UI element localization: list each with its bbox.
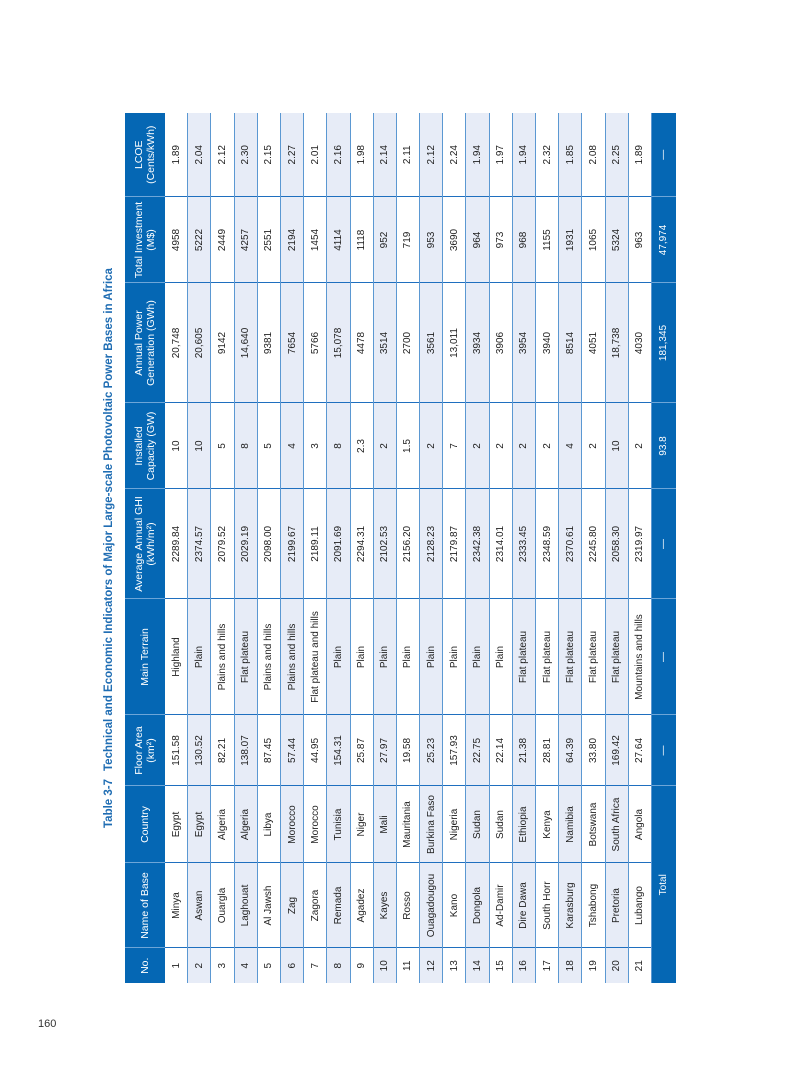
total-terrain: — [651,599,676,715]
cell-annual-generation: 8514 [559,283,582,403]
cell-installed-capacity: 2 [373,403,396,489]
cell-floor-area: 22.75 [466,715,489,786]
cell-avg-annual-ghi: 2374.57 [188,489,211,599]
cell-lcoe: 1.94 [512,113,535,197]
cell-floor-area: 27.97 [373,715,396,786]
cell-name-of-base: Kano [443,863,466,948]
header-annual-generation [125,283,165,403]
cell-annual-generation: 9381 [257,283,280,403]
total-lcoe: — [651,113,676,197]
cell-country: Burkina Faso [420,786,443,863]
cell-name-of-base: Aswan [188,863,211,948]
cell-floor-area: 25.23 [420,715,443,786]
cell-total-investment: 952 [373,197,396,283]
cell-main-terrain: Plain [489,599,512,715]
cell-floor-area: 44.95 [304,715,327,786]
cell-country: Sudan [466,786,489,863]
cell-main-terrain: Plain [350,599,373,715]
table-title [98,113,122,983]
total-label: Total [651,786,676,983]
cell-total-investment: 5222 [188,197,211,283]
cell-floor-area: 138.07 [234,715,257,786]
cell-annual-generation: 5766 [304,283,327,403]
cell-no: 5 [257,948,280,983]
cell-lcoe: 2.12 [420,113,443,197]
cell-floor-area: 33.80 [582,715,605,786]
cell-main-terrain: Flat plateau [536,599,559,715]
cell-installed-capacity: 2 [536,403,559,489]
cell-annual-generation: 4051 [582,283,605,403]
table-row [559,113,582,983]
cell-installed-capacity: 2.3 [350,403,373,489]
cell-main-terrain: Highland [165,599,188,715]
cell-floor-area: 154.31 [327,715,350,786]
cell-floor-area: 28.81 [536,715,559,786]
cell-annual-generation: 4478 [350,283,373,403]
cell-name-of-base: Lubango [628,863,651,948]
cell-no: 2 [188,948,211,983]
cell-floor-area: 22.14 [489,715,512,786]
cell-avg-annual-ghi: 2333.45 [512,489,535,599]
table-label: Table 3-7 [103,778,115,828]
cell-installed-capacity: 8 [234,403,257,489]
cell-total-investment: 719 [396,197,419,283]
table-row [396,113,419,983]
total-floor-area: — [651,715,676,786]
cell-total-investment: 963 [628,197,651,283]
cell-no: 9 [350,948,373,983]
cell-name-of-base: South Horr [536,863,559,948]
cell-country: Egypt [165,786,188,863]
cell-main-terrain: Plains and hills [257,599,280,715]
cell-installed-capacity: 2 [420,403,443,489]
total-generation: 181,345 [651,283,676,403]
cell-total-investment: 1118 [350,197,373,283]
cell-name-of-base: Dongola [466,863,489,948]
cell-no: 17 [536,948,559,983]
cell-annual-generation: 15,078 [327,283,350,403]
cell-installed-capacity: 4 [559,403,582,489]
cell-name-of-base: Tshabong [582,863,605,948]
cell-main-terrain: Plain [188,599,211,715]
cell-lcoe: 2.08 [582,113,605,197]
cell-lcoe: 2.04 [188,113,211,197]
cell-country: Nigeria [443,786,466,863]
header-no [125,948,165,983]
header-row [125,113,165,983]
cell-floor-area: 19.58 [396,715,419,786]
cell-country: Libya [257,786,280,863]
cell-no: 13 [443,948,466,983]
cell-main-terrain: Plain [327,599,350,715]
cell-avg-annual-ghi: 2102.53 [373,489,396,599]
header-subtext: Generation (GWh) [145,300,157,386]
cell-no: 12 [420,948,443,983]
cell-name-of-base: Ad-Damir [489,863,512,948]
cell-annual-generation: 14,640 [234,283,257,403]
cell-annual-generation: 3561 [420,283,443,403]
cell-avg-annual-ghi: 2314.01 [489,489,512,599]
cell-no: 10 [373,948,396,983]
table-row [582,113,605,983]
cell-annual-generation: 4030 [628,283,651,403]
table-row [512,113,535,983]
cell-no: 16 [512,948,535,983]
table-row [536,113,559,983]
cell-main-terrain: Flat plateau [234,599,257,715]
cell-total-investment: 2449 [211,197,234,283]
rotated-table-wrapper [98,113,676,983]
cell-name-of-base: Minya [165,863,188,948]
header-lcoe [125,113,165,197]
cell-name-of-base: Rosso [396,863,419,948]
cell-total-investment: 4257 [234,197,257,283]
table-row [489,113,512,983]
table-row [211,113,234,983]
cell-main-terrain: Plain [420,599,443,715]
cell-avg-annual-ghi: 2128.23 [420,489,443,599]
cell-total-investment: 5324 [605,197,628,283]
cell-installed-capacity: 1.5 [396,403,419,489]
cell-installed-capacity: 2 [512,403,535,489]
cell-name-of-base: Zagora [304,863,327,948]
cell-no: 21 [628,948,651,983]
cell-annual-generation: 3906 [489,283,512,403]
cell-name-of-base: Pretoria [605,863,628,948]
cell-main-terrain: Flat plateau [582,599,605,715]
header-text: Installed [133,426,145,466]
cell-avg-annual-ghi: 2179.87 [443,489,466,599]
cell-avg-annual-ghi: 2029.19 [234,489,257,599]
cell-lcoe: 2.25 [605,113,628,197]
cell-annual-generation: 20,605 [188,283,211,403]
cell-avg-annual-ghi: 2098.00 [257,489,280,599]
table-row [304,113,327,983]
cell-main-terrain: Flat plateau [605,599,628,715]
cell-avg-annual-ghi: 2319.97 [628,489,651,599]
cell-lcoe: 2.16 [327,113,350,197]
cell-lcoe: 2.11 [396,113,419,197]
cell-avg-annual-ghi: 2370.61 [559,489,582,599]
cell-installed-capacity: 10 [188,403,211,489]
cell-name-of-base: Ouagadougou [420,863,443,948]
cell-lcoe: 1.97 [489,113,512,197]
cell-lcoe: 1.89 [628,113,651,197]
header-text: Country [139,806,151,843]
cell-total-investment: 2194 [280,197,303,283]
cell-name-of-base: Ouargla [211,863,234,948]
cell-installed-capacity: 5 [257,403,280,489]
header-subtext: (M$) [145,229,157,251]
cell-installed-capacity: 8 [327,403,350,489]
cell-avg-annual-ghi: 2348.59 [536,489,559,599]
cell-annual-generation: 20,748 [165,283,188,403]
cell-total-investment: 1454 [304,197,327,283]
cell-lcoe: 2.32 [536,113,559,197]
cell-no: 6 [280,948,303,983]
cell-country: Namibia [559,786,582,863]
cell-installed-capacity: 3 [304,403,327,489]
table-row [188,113,211,983]
cell-floor-area: 27.64 [628,715,651,786]
table-row [373,113,396,983]
cell-country: Niger [350,786,373,863]
header-total-investment [125,197,165,283]
table-row [280,113,303,983]
cell-country: Algeria [234,786,257,863]
cell-lcoe: 2.30 [234,113,257,197]
cell-installed-capacity: 2 [489,403,512,489]
cell-name-of-base: Remada [327,863,350,948]
header-subtext: Capacity (GW) [145,411,157,481]
cell-total-investment: 3690 [443,197,466,283]
cell-installed-capacity: 2 [466,403,489,489]
header-text: Name of Base [139,872,151,939]
header-country [125,786,165,863]
total-capacity: 93.8 [651,403,676,489]
cell-floor-area: 82.21 [211,715,234,786]
cell-installed-capacity: 4 [280,403,303,489]
cell-main-terrain: Flat plateau and hills [304,599,327,715]
cell-avg-annual-ghi: 2289.84 [165,489,188,599]
header-subtext: (Cents/kWh) [145,125,157,184]
cell-annual-generation: 9142 [211,283,234,403]
cell-no: 4 [234,948,257,983]
cell-annual-generation: 3934 [466,283,489,403]
cell-country: South Africa [605,786,628,863]
cell-country: Ethiopia [512,786,535,863]
cell-annual-generation: 3954 [512,283,535,403]
cell-total-investment: 953 [420,197,443,283]
cell-lcoe: 2.15 [257,113,280,197]
cell-floor-area: 25.87 [350,715,373,786]
cell-lcoe: 1.85 [559,113,582,197]
cell-total-investment: 1155 [536,197,559,283]
table-row [466,113,489,983]
cell-country: Botswana [582,786,605,863]
cell-name-of-base: Al Jawsh [257,863,280,948]
cell-lcoe: 2.24 [443,113,466,197]
cell-lcoe: 1.94 [466,113,489,197]
cell-name-of-base: Laghouat [234,863,257,948]
cell-avg-annual-ghi: 2079.52 [211,489,234,599]
table-title-text: Technical and Economic Indicators of Major Large-scale Photovoltaic Power Bases in Africa [103,268,115,771]
cell-avg-annual-ghi: 2199.67 [280,489,303,599]
cell-installed-capacity: 2 [582,403,605,489]
cell-lcoe: 1.89 [165,113,188,197]
cell-floor-area: 21.38 [512,715,535,786]
cell-avg-annual-ghi: 2294.31 [350,489,373,599]
cell-installed-capacity: 2 [628,403,651,489]
cell-name-of-base: Dire Dawa [512,863,535,948]
cell-total-investment: 2551 [257,197,280,283]
cell-floor-area: 151.58 [165,715,188,786]
header-subtext: (kWh/m²) [145,522,157,566]
cell-country: Egypt [188,786,211,863]
cell-country: Sudan [489,786,512,863]
cell-floor-area: 64.39 [559,715,582,786]
cell-no: 15 [489,948,512,983]
cell-main-terrain: Plains and hills [211,599,234,715]
cell-total-investment: 4958 [165,197,188,283]
cell-country: Angola [628,786,651,863]
cell-country: Morocco [280,786,303,863]
cell-main-terrain: Flat plateau [512,599,535,715]
cell-country: Mali [373,786,396,863]
cell-name-of-base: Agadez [350,863,373,948]
header-text: Annual Power [133,310,145,376]
cell-total-investment: 973 [489,197,512,283]
cell-floor-area: 87.45 [257,715,280,786]
header-subtext: (km²) [145,738,157,763]
cell-main-terrain: Plain [443,599,466,715]
table-row [605,113,628,983]
table-row [350,113,373,983]
header-text: Total Investment [133,201,145,279]
cell-main-terrain: Plain [466,599,489,715]
header-floor-area [125,715,165,786]
cell-installed-capacity: 5 [211,403,234,489]
total-row [651,113,676,983]
total-ghi: — [651,489,676,599]
header-text: LCOE [133,140,145,170]
cell-main-terrain: Plain [396,599,419,715]
cell-avg-annual-ghi: 2342.38 [466,489,489,599]
page-number: 160 [38,1018,57,1030]
cell-no: 7 [304,948,327,983]
cell-annual-generation: 2700 [396,283,419,403]
cell-installed-capacity: 7 [443,403,466,489]
cell-main-terrain: Flat plateau [559,599,582,715]
cell-main-terrain: Plain [373,599,396,715]
cell-floor-area: 130.52 [188,715,211,786]
cell-total-investment: 1065 [582,197,605,283]
cell-country: Mauritania [396,786,419,863]
cell-country: Tunisia [327,786,350,863]
cell-lcoe: 2.27 [280,113,303,197]
cell-annual-generation: 7654 [280,283,303,403]
table-row [257,113,280,983]
cell-no: 20 [605,948,628,983]
cell-installed-capacity: 10 [605,403,628,489]
table-row [443,113,466,983]
header-main-terrain [125,599,165,715]
cell-name-of-base: Karasburg [559,863,582,948]
cell-avg-annual-ghi: 2058.30 [605,489,628,599]
header-text: Average Annual GHI [133,496,145,592]
cell-avg-annual-ghi: 2245.80 [582,489,605,599]
header-name-of-base [125,863,165,948]
cell-lcoe: 2.14 [373,113,396,197]
cell-name-of-base: Zag [280,863,303,948]
cell-no: 11 [396,948,419,983]
cell-lcoe: 2.01 [304,113,327,197]
header-avg-annual-ghi [125,489,165,599]
table-row [165,113,188,983]
cell-no: 18 [559,948,582,983]
cell-lcoe: 1.98 [350,113,373,197]
cell-no: 19 [582,948,605,983]
header-text: No. [139,957,151,974]
header-text: Floor Area [133,726,145,775]
table-row [628,113,651,983]
cell-no: 8 [327,948,350,983]
cell-floor-area: 169.42 [605,715,628,786]
cell-installed-capacity: 10 [165,403,188,489]
indicators-table [125,113,676,983]
table-row [234,113,257,983]
cell-total-investment: 1931 [559,197,582,283]
cell-total-investment: 964 [466,197,489,283]
cell-avg-annual-ghi: 2091.69 [327,489,350,599]
cell-floor-area: 157.93 [443,715,466,786]
table-body [165,113,651,983]
header-text: Main Terrain [139,628,151,686]
cell-country: Morocco [304,786,327,863]
cell-main-terrain: Mountains and hills [628,599,651,715]
cell-total-investment: 968 [512,197,535,283]
cell-lcoe: 2.12 [211,113,234,197]
cell-floor-area: 57.44 [280,715,303,786]
cell-no: 3 [211,948,234,983]
table-row [327,113,350,983]
total-investment: 47,974 [651,197,676,283]
table-row [420,113,443,983]
cell-no: 1 [165,948,188,983]
cell-main-terrain: Plains and hills [280,599,303,715]
cell-name-of-base: Kayes [373,863,396,948]
header-installed-capacity [125,403,165,489]
cell-country: Algeria [211,786,234,863]
cell-annual-generation: 3514 [373,283,396,403]
cell-total-investment: 4114 [327,197,350,283]
cell-avg-annual-ghi: 2189.11 [304,489,327,599]
cell-annual-generation: 18,738 [605,283,628,403]
cell-annual-generation: 13,011 [443,283,466,403]
cell-avg-annual-ghi: 2156.20 [396,489,419,599]
cell-country: Kenya [536,786,559,863]
cell-no: 14 [466,948,489,983]
cell-annual-generation: 3940 [536,283,559,403]
